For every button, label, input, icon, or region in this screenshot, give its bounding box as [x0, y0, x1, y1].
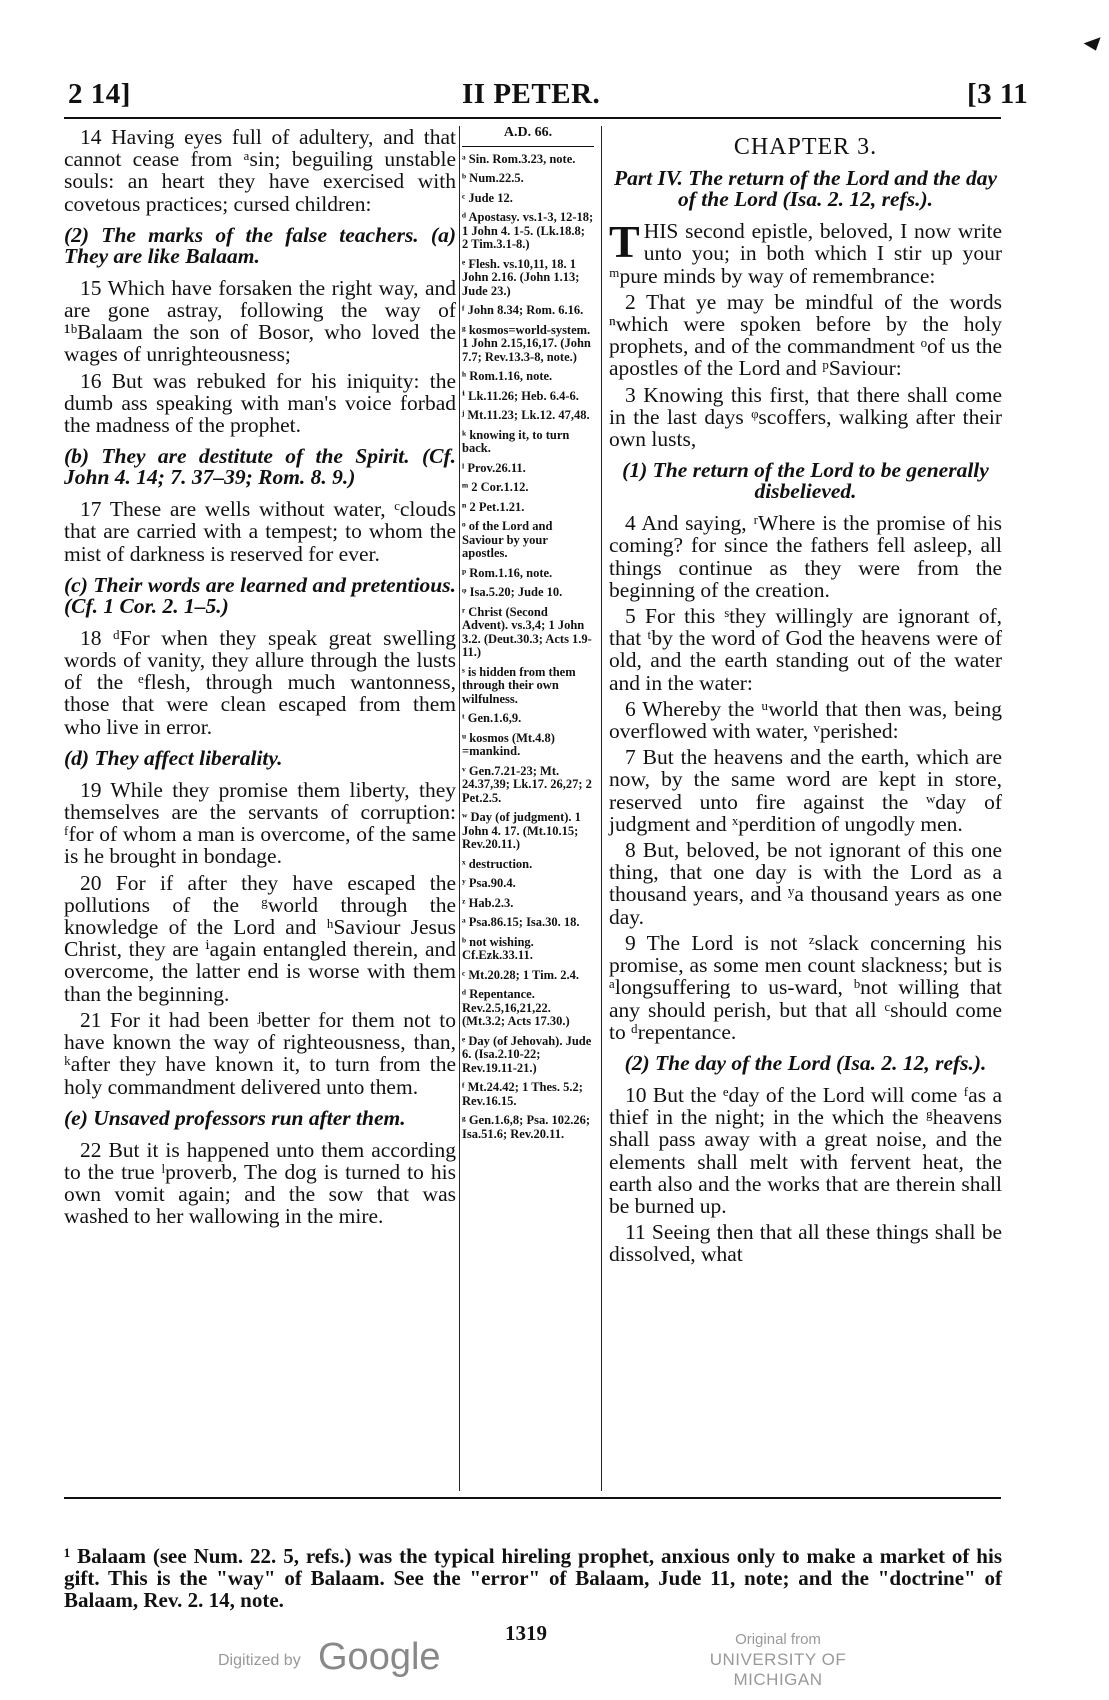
part-title: Part IV. The return of the Lord and the day of the Lord (Isa. 2. 12, refs.).	[613, 166, 998, 212]
marginal-reference: ˢ is hidden from them through their own wilfulness.	[462, 664, 576, 706]
right-column	[609, 126, 1002, 1270]
reference-column	[462, 126, 594, 1147]
page-number: 1319	[505, 1621, 547, 1645]
verse: 4 And saying, ʳWhere is the promise of his coming? for since the fathers fell asleep, all things continue as they were from the beginning of the creation.	[609, 511, 1002, 602]
verse: 16 But was rebuked for his iniquity: the dumb ass speaking with man's voice forbad the madness of the prophet.	[64, 368, 456, 438]
verse: 5 For this ˢthey willingly are ignorant of, that ᵗby the word of God the heavens were of old, and the earth standing out of the water and in the water:	[609, 604, 1002, 695]
verse: 20 For if after they have escaped the pollutions of the ᵍworld through the knowledge of the Lord and ʰSaviour Jesus Christ, they are ⁱagain entangled therein, and overcome, the latter end is worse with them than the beginning.	[64, 870, 456, 1006]
first-verse	[609, 216, 1002, 288]
marginal-reference: ʳ Christ (Second Advent). vs.3,4; 1 John 3.2. (Deut.30.3; Acts 1.9-11.)	[462, 604, 592, 659]
verse: 18 ᵈFor when they speak great swelling words of vanity, they allure through the lusts of the ᵉflesh, through much wantonness, those that were clean escaped from them who live in error.	[64, 625, 456, 739]
reference-list	[462, 153, 594, 1142]
marginal-reference: ᵉ Flesh. vs.10,11, 18. 1 John 2.16. (John 1.13; Jude 23.)	[462, 256, 580, 298]
verse: 6 Whereby the ᵘworld that then was, being overflowed with water, ᵛperished:	[609, 696, 1002, 744]
marginal-reference: ᵗ Gen.1.6,9.	[462, 711, 522, 725]
verse: 19 While they promise them liberty, they themselves are the servants of corruption: ᶠfor of whom a man is overcome, of the same is he brought in bondage.	[64, 777, 456, 869]
marginal-reference: ʲ Mt.11.23; Lk.12. 47,48.	[462, 408, 590, 422]
column-divider-left	[459, 126, 460, 1491]
header-left: 2 14]	[68, 78, 131, 110]
verse: 2 That ye may be mindful of the words ⁿwhich were spoken before by the holy prophets, and of the commandment ᵒof us the apostles of the Lord and ᵖSaviour:	[609, 289, 1002, 381]
marginal-reference: ᵒ of the Lord and Saviour by your apostles.	[462, 519, 553, 560]
marginal-reference: ʰ Rom.1.16, note.	[462, 369, 553, 383]
section-heading: (1) The return of the Lord to be generally disbelieved.	[622, 458, 989, 504]
marginal-reference: ᵍ Gen.1.6,8; Psa. 102.26; Isa.51.6; Rev.20.11.	[462, 1113, 590, 1141]
column-divider-right	[601, 126, 602, 1491]
verse: 14 Having eyes full of adultery, and that cannot cease from ᵃsin; beguiling unstable souls: an heart they have exercised with covetous practices; cursed children:	[64, 125, 456, 216]
marginal-reference: ᵖ Rom.1.16, note.	[462, 565, 553, 580]
verse: 17 These are wells without water, ᶜclouds that are carried with a tempest; to whom the mist of darkness is reserved for ever.	[64, 497, 456, 566]
verse: 9 The Lord is not ᶻslack concerning his promise, as some men count slackness; but is ᵃlongsuffering to us-ward, ᵇnot willing that any should perish, but that all ᶜshould come to ᵈrepentance.	[609, 930, 1002, 1044]
page-title: II PETER.	[462, 78, 601, 110]
marginal-reference: ᶠ John 8.34; Rom. 6.16.	[462, 303, 584, 317]
verse: 3 Knowing this first, that there shall come in the last days ᵠscoffers, walking after their own lusts,	[609, 382, 1002, 452]
marginal-reference: ᵠ Isa.5.20; Jude 10.	[462, 585, 563, 599]
marginal-reference: ᶻ Hab.2.3.	[462, 895, 514, 910]
chapter-heading: CHAPTER 3.	[733, 134, 878, 160]
marginal-reference: ᵘ kosmos (Mt.4.8) =mankind.	[462, 730, 555, 758]
corner-arrow-icon	[1084, 37, 1105, 53]
date-label: A.D. 66.	[462, 126, 594, 147]
university-label: UNIVERSITY OF MICHIGAN	[709, 1650, 847, 1689]
right-verses	[609, 291, 1002, 1266]
marginal-reference: ᵛ Gen.7.21-23; Mt. 24.37,39; Lk.17. 26,27; 2 Pet.2.5.	[462, 763, 592, 805]
section-heading: (c) Their words are learned and pretentious. (Cf. 1 Cor. 2. 1–5.)	[64, 572, 456, 618]
marginal-reference: ᶠ Mt.24.42; 1 Thes. 5.2; Rev.16.15.	[462, 1080, 583, 1108]
marginal-reference: ˣ destruction.	[462, 856, 533, 871]
marginal-reference: ᵃ Sin. Rom.3.23, note.	[462, 151, 576, 166]
marginal-reference: ᵏ knowing it, to turn back.	[462, 427, 570, 455]
verse: 11 Seeing then that all these things shall be dissolved, what	[609, 1220, 1002, 1267]
section-heading: (2) The marks of the false teachers. (a) They are like Balaam.	[64, 222, 456, 268]
verse: 7 But the heavens and the earth, which are now, by the same word are kept in store, reserved unto fire against the ʷday of judgment and ˣperdition of ungodly men.	[609, 745, 1002, 836]
verse: 15 Which have forsaken the right way, and are gone astray, following the way of ¹ᵇBalaam the son of Bosor, who loved the wages of unrighteousness;	[64, 275, 456, 367]
marginal-reference: ʷ Day (of judgment). 1 John 4. 17. (Mt.10.15; Rev.20.11.)	[462, 810, 581, 851]
marginal-reference: ᵈ Apostasy. vs.1-3, 12-18; 1 John 4. 1-5. (Lk.18.8; 2 Tim.3.1-8.)	[462, 210, 594, 251]
original-from-label: Original from	[735, 1631, 821, 1648]
marginal-reference: ᵍ kosmos=world-system. 1 John 2.15,16,17. (John 7.7; Rev.13.3-8, note.)	[462, 322, 591, 364]
marginal-reference: ⁱ Lk.11.26; Heb. 6.4-6.	[462, 388, 579, 403]
first-verse-text: HIS second epistle, beloved, I now write unto you; in both which I stir up your ᵐpure minds by way of remembrance:	[609, 219, 1002, 288]
marginal-reference: ʸ Psa.90.4.	[462, 876, 516, 890]
marginal-reference: ᵈ Repentance. Rev.2.5,16,21,22. (Mt.3.2; Acts 17.30.)	[462, 987, 570, 1028]
verse: 10 But the ᵉday of the Lord will come ᶠas a thief in the night; in the which the ᵍheavens shall pass away with a great noise, and the elements shall melt with fervent heat, the earth also and the works that are therein shall be burned up.	[609, 1082, 1002, 1218]
verse: 22 But it is happened unto them according to the true ˡproverb, The dog is turned to his own vomit again; and the sow that was washed to her wallowing in the mire.	[64, 1137, 456, 1229]
verse: 8 But, beloved, be not ignorant of this one thing, that one day is with the Lord as a thousand years, and ʸa thousand years as one day.	[609, 838, 1002, 929]
section-heading: (e) Unsaved professors run after them.	[64, 1105, 406, 1130]
header-rule	[64, 117, 1001, 119]
section-heading: (b) They are destitute of the Spirit. (Cf. John 4. 14; 7. 37–39; Rom. 8. 9.)	[64, 444, 456, 490]
marginal-reference: ᶜ Jude 12.	[462, 190, 513, 205]
marginal-reference: ᵐ 2 Cor.1.12.	[462, 480, 529, 494]
footnote: ¹ Balaam (see Num. 22. 5, refs.) was the typical hireling prophet, anxious only to make a market of his gift. This is the "way" of Balaam. See the "error" of Balaam, Jude 11, note; and the "doctrine" of Balaam, Rev. 2. 14, note.	[64, 1544, 1002, 1612]
left-column	[64, 126, 456, 1232]
marginal-reference: ᵇ Num.22.5.	[462, 171, 524, 185]
drop-cap: T	[609, 216, 640, 268]
google-logo: Google	[318, 1636, 441, 1678]
digitized-by-label: Digitized by	[218, 1652, 301, 1669]
marginal-reference: ᶜ Mt.20.28; 1 Tim. 2.4.	[462, 967, 580, 982]
marginal-reference: ᵉ Day (of Jehovah). Jude 6. (Isa.2.10-22; Rev.19.11-21.)	[462, 1033, 592, 1075]
section-heading: (2) The day of the Lord (Isa. 2. 12, refs.).	[624, 1050, 987, 1075]
marginal-reference: ᵇ not wishing. Cf.Ezk.33.11.	[462, 934, 534, 962]
section-heading: (d) They affect liberality.	[64, 745, 283, 770]
verse: 21 For it had been ʲbetter for them not to have known the way of righteousness, than, ᵏafter they have known it, to turn from the holy commandment delivered unto them.	[64, 1007, 456, 1099]
original-from-watermark	[668, 1630, 888, 1690]
footnote-rule	[64, 1497, 1001, 1499]
header-right: [3 11	[967, 78, 1029, 110]
marginal-reference: ᵃ Psa.86.15; Isa.30. 18.	[462, 915, 580, 929]
marginal-reference: ˡ Prov.26.11.	[462, 460, 526, 475]
marginal-reference: ⁿ 2 Pet.1.21.	[462, 499, 525, 514]
